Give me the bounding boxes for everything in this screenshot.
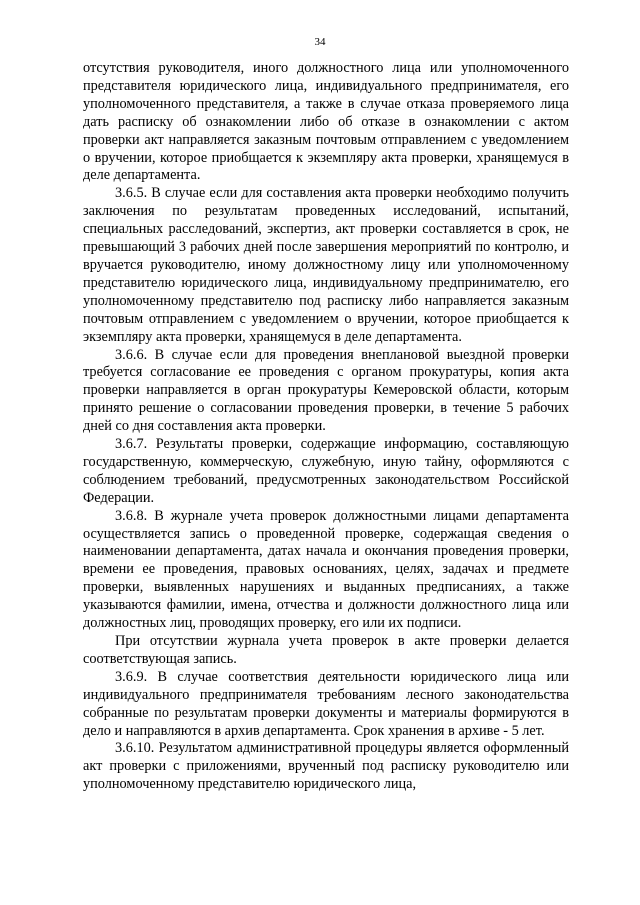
paragraph-3-6-10: 3.6.10. Результатом административной процедуры является оформленный акт проверки с приложениями, врученный под расписку руководителю или уполномоченному представителю юридического лица,: [83, 740, 569, 793]
paragraph-3-6-6: 3.6.6. В случае если для проведения внеплановой выездной проверки требуется согласование ее проведения с органом прокуратуры, копия акта проверки направляется в орган прокуратуры Кемеровской области, которым принято решение о согласовании проведения проверки, в течение 5 рабочих дней со дня составления акта проверки.: [83, 346, 569, 435]
paragraph-3-6-8: 3.6.8. В журнале учета проверок должностными лицами департамента осуществляется запись о проведенной проверке, содержащая сведения о наименовании департамента, датах начала и окончания проведения проверки, времени ее проведения, правовых основаниях, целях, задачах и предмете проверки, выявленных нарушениях и выданных предписаниях, а также указываются фамилии, имена, отчества и должности должностного лица или должностных лиц, проводящих проверку, его или их подписи.: [83, 507, 569, 632]
body-text: [83, 60, 569, 794]
paragraph-3-6-9: 3.6.9. В случае соответствия деятельности юридического лица или индивидуального предпринимателя требованиям лесного законодательства собранные по результатам проверки документы и материалы формируются в дело и направляются в архив департамента. Срок хранения в архиве - 5 лет.: [83, 668, 569, 739]
page-number: 34: [314, 36, 326, 48]
paragraph-continuation: отсутствия руководителя, иного должностного лица или уполномоченного представителя юридического лица, индивидуального предпринимателя, его уполномоченного представителя, а также в случае отказа проверяемого лица дать расписку об ознакомлении либо об отказе в ознакомлении с актом проверки акт направляется заказным почтовым отправлением с уведомлением о вручении, которое приобщается к экземпляру акта проверки, хранящемуся в деле департамента.: [83, 60, 569, 184]
paragraph-journal-note: При отсутствии журнала учета проверок в акте проверки делается соответствующая запись.: [83, 633, 569, 667]
paragraph-3-6-7: 3.6.7. Результаты проверки, содержащие информацию, составляющую государственную, коммерческую, служебную, иную тайну, оформляются с соблюдением требований, предусмотренных законодательством Российской Федерации.: [83, 436, 569, 506]
paragraph-3-6-5: 3.6.5. В случае если для составления акта проверки необходимо получить заключения по результатам проведенных исследований, испытаний, специальных расследований, экспертиз, акт проверки составляется в срок, не превышающий 3 рабочих дней после завершения мероприятий по контролю, и вручается руководителю, иному должностному лицу или уполномоченному представителю юридического лица, индивидуальному предпринимателю, его уполномоченному представителю под расписку либо направляется заказным почтовым отправлением с уведомлением о вручении, которое приобщается к экземпляру акта проверки, хранящемуся в деле департамента.: [83, 185, 569, 345]
